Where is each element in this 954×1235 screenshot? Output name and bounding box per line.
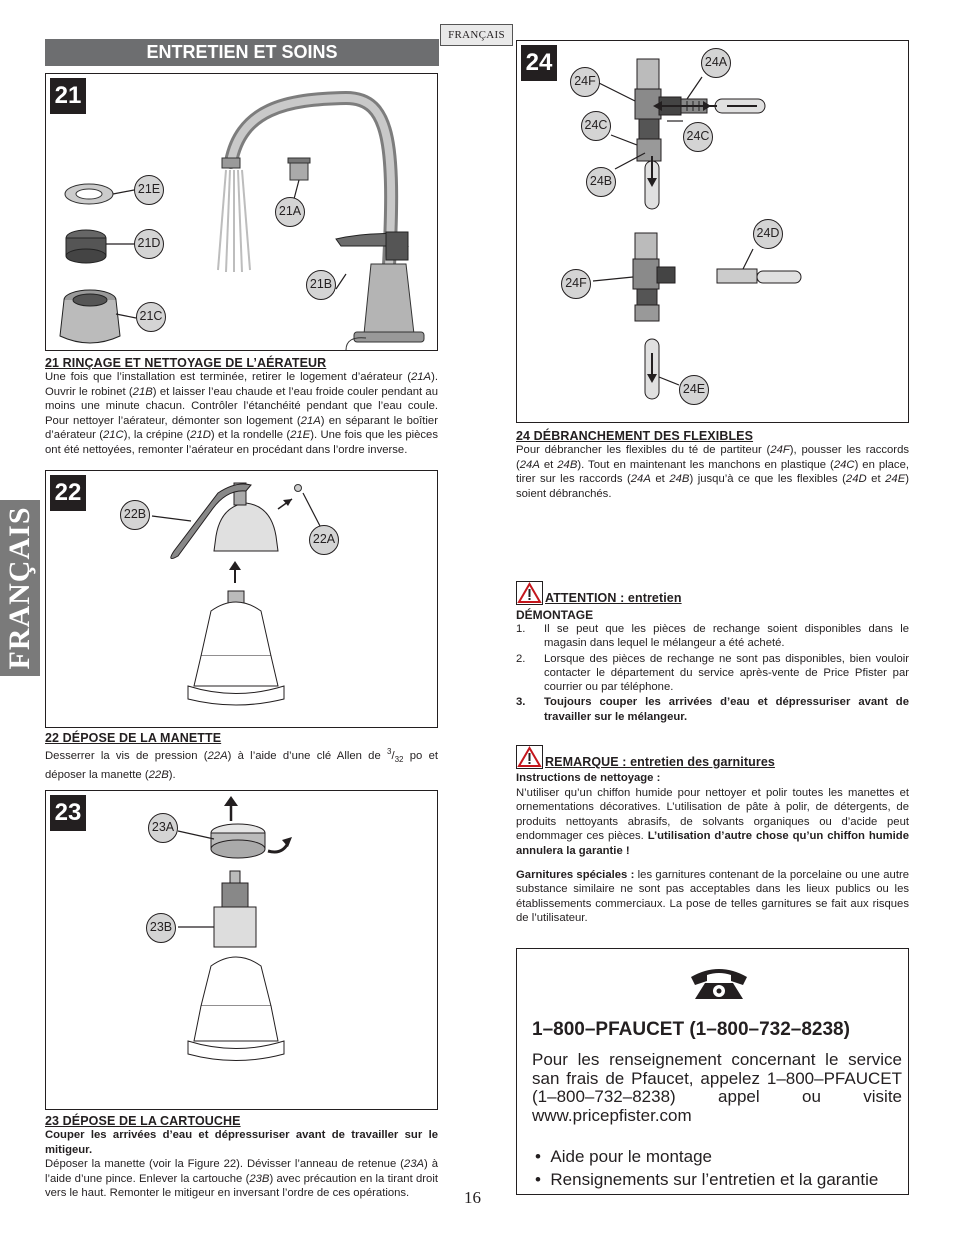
callout-24d: 24D (753, 219, 783, 249)
figure-24-illustration (517, 41, 909, 423)
page-number: 16 (464, 1188, 481, 1207)
contact-text: Pour les renseignement concernant le service san frais de Pfaucet, appelez 1–800–PFAUCET (1–800–732–8238) appel ou visite www.pricepfister.com (532, 1050, 902, 1125)
callout-21d: 21D (134, 229, 164, 259)
callout-21e: 21E (134, 175, 164, 205)
callout-24e: 24E (679, 375, 709, 405)
list-item: • Rensignements sur l’entretien et la garantie (535, 1170, 879, 1189)
caption-24-body: Pour débrancher les flexibles du té de partiteur (24F), pousser les raccords (24A et 24B). Tout en maintenant les manchons en plastique (24C) en place, tirer sur les raccords (24A et 24B) jusqu’à ce que les flexibles (24D et 24E) soient débranchés. (516, 444, 910, 500)
caption-23 (45, 1114, 438, 1201)
caption-22 (45, 731, 438, 782)
figure-22-number: 22 (50, 475, 86, 511)
callout-22b: 22B (120, 500, 150, 530)
callout-23b: 23B (146, 913, 176, 943)
attention-header (516, 581, 909, 605)
remarque-paragraph-2: Garnitures spéciales : les garnitures contenant de la porcelaine ou une autre substance similaire ne sont pas acceptables dans les lieux publics ou les établissements commerciaux. La pose de telles garnitures se fait aux risques de l’utilisateur. (516, 868, 909, 925)
figure-23-illustration (46, 791, 438, 1110)
contact-bullets (535, 1145, 905, 1191)
caption-23-title: 23 DÉPOSE DE LA CARTOUCHE (45, 1114, 241, 1128)
list-item: • Aide pour le montage (535, 1147, 713, 1166)
attention-list (516, 622, 909, 724)
figure-23 (45, 790, 438, 1110)
list-item: 2. Lorsque des pièces de rechange ne sont pas disponibles, bien vouloir contacter le département du service après-vente de Price Pfister par courrier ou par téléphone. (516, 652, 909, 694)
figure-21 (45, 73, 438, 351)
callout-24c-right: 24C (683, 122, 713, 152)
remarque-block (516, 745, 909, 926)
telephone-icon (687, 965, 751, 1003)
list-item: 3. Toujours couper les arrivées d’eau et dépressuriser avant de travailler sur le mélangeur. (516, 696, 909, 723)
figure-21-illustration (46, 74, 438, 351)
warning-triangle-icon (516, 745, 543, 769)
section-title: ENTRETIEN ET SOINS (45, 39, 439, 66)
caption-24 (516, 429, 909, 501)
callout-21a: 21A (275, 197, 305, 227)
attention-block (516, 581, 909, 725)
figure-22-illustration (46, 471, 438, 728)
callout-24c-left: 24C (581, 111, 611, 141)
side-tab-label: FRANÇAIS (3, 506, 36, 670)
remarque-header (516, 745, 909, 769)
caption-24-title: 24 DÉBRANCHEMENT DES FLEXIBLES (516, 429, 754, 443)
callout-24f-upper: 24F (570, 67, 600, 97)
callout-24b: 24B (586, 167, 616, 197)
caption-21-title: 21 RINÇAGE ET NETTOYAGE DE L’AÉRATEUR (45, 356, 327, 370)
phone-number: 1–800–PFAUCET (1–800–732–8238) (532, 1019, 850, 1040)
caption-21-body: Une fois que l’installation est terminée, retirer le logement d’aérateur (21A). Ouvrir le robinet (21B) et laisser l’eau chaude et l’eau froide couler pendant au moins une minute chacun. Contrôler l’étanchéité pendant que l’eau coule. Pour nettoyer l’aérateur, démonter son logement (21A) en séparant le boîtier d’aérateur (21C), la crépine (21D) et la rondelle (21E). Une fois que les pièces ont été nettoyées, remonter l’aérateur en procédant dans l’ordre inverse. (45, 371, 438, 456)
list-item: 1. Il se peut que les pièces de rechange soient disponibles dans le magasin dans lequel le mélangeur a été acheté. (516, 623, 909, 650)
warning-triangle-icon (516, 581, 543, 605)
callout-21b: 21B (306, 270, 336, 300)
contact-box (516, 948, 909, 1195)
caption-23-body: Déposer la manette (voir la Figure 22). Dévisser l’anneau de retenue (23A) à l’aide d’une pince. Enlever la cartouche (23B) avec précaution en la tirant droit vers le haut. Remonter le mitigeur en inversant l’ordre de ces opérations. (45, 1158, 438, 1200)
caption-22-body: Desserrer la vis de pression (22A) à l’aide d’une clé Allen de $^3/_{32}$ po et déposer la manette (22B). (45, 747, 439, 781)
figure-24-number: 24 (521, 45, 557, 81)
figure-22 (45, 470, 438, 728)
figure-21-number: 21 (50, 78, 86, 114)
remarque-subtitle: Instructions de nettoyage : (516, 772, 661, 784)
callout-22a: 22A (309, 525, 339, 555)
attention-title: ATTENTION : entretien (545, 591, 682, 605)
attention-subtitle: DÉMONTAGE (516, 608, 594, 622)
remarque-paragraph-1: N’utiliser qu’un chiffon humide pour nettoyer et polir toutes les manettes et ornementations décoratives. L’utilisation de pâte à polir, de détergents, de produits nettoyants abrasifs, de solvants organiques ou d’acide peut endommager ces pièces. L’utilisation d’autre chose qu’un chiffon humide annulera la garantie ! (516, 786, 909, 857)
caption-22-title: 22 DÉPOSE DE LA MANETTE (45, 731, 222, 745)
callout-24a: 24A (701, 48, 731, 78)
callout-24f-lower: 24F (561, 269, 591, 299)
figure-23-number: 23 (50, 795, 86, 831)
callout-21c: 21C (136, 302, 166, 332)
caption-23-warning: Couper les arrivées d’eau et dépressuriser avant de travailler sur le mitigeur. (45, 1129, 438, 1156)
language-tag: FRANÇAIS (440, 24, 513, 46)
figure-24 (516, 40, 909, 423)
callout-23a: 23A (148, 813, 178, 843)
remarque-title: REMARQUE : entretien des garnitures (545, 755, 775, 769)
side-language-tab (0, 500, 40, 676)
caption-21 (45, 356, 438, 458)
